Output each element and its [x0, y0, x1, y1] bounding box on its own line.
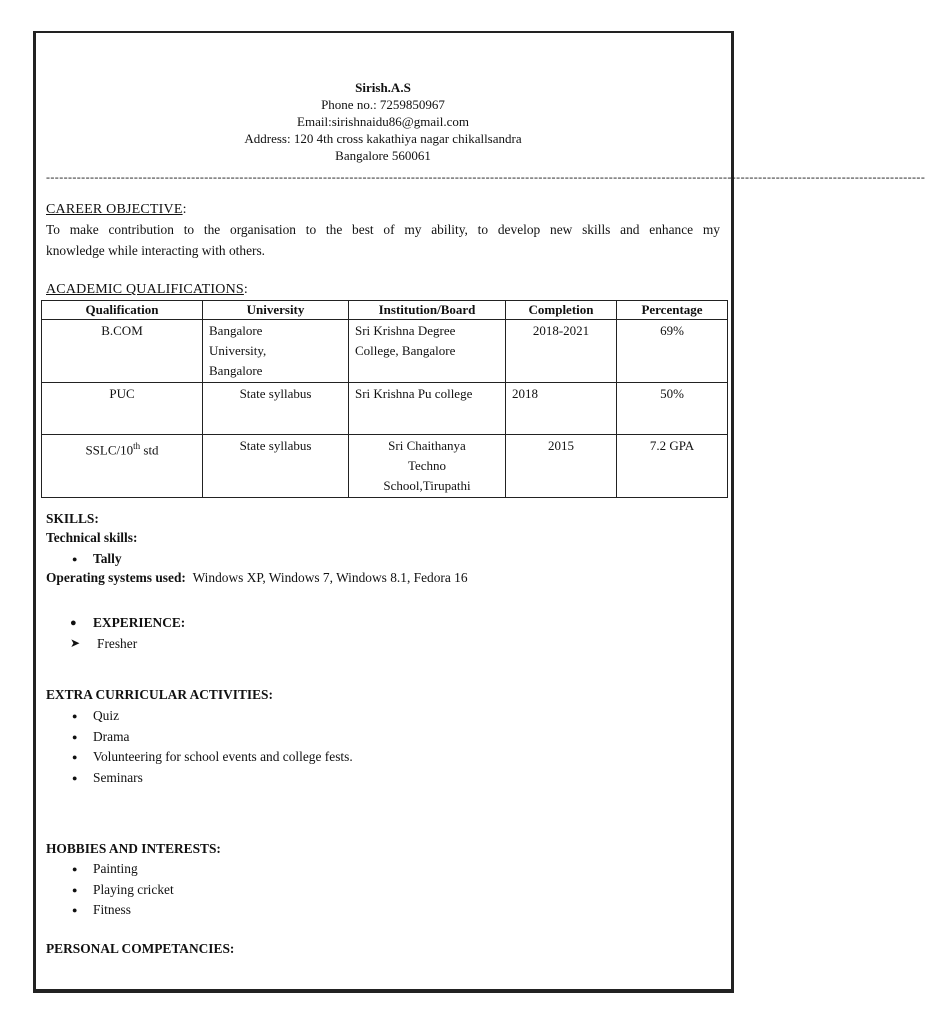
cell-line: Sri Chaithanya [388, 438, 466, 453]
cell-line: Bangalore [209, 363, 263, 378]
cell-institution [349, 320, 506, 383]
academic-heading [46, 282, 248, 298]
phone-line: Phone no.: 7259850967 [321, 97, 445, 112]
career-objective-text [46, 219, 720, 261]
experience-heading: EXPERIENCE: [93, 615, 186, 630]
table-row [42, 320, 728, 383]
cell-line: University, [209, 343, 267, 358]
cell-percentage: 69% [617, 320, 728, 383]
cell-completion: 2015 [506, 435, 617, 498]
address-line-1: Address: 120 4th cross kakathiya nagar chikallsandra [244, 131, 522, 146]
list-item: Painting [93, 861, 138, 876]
column-header: Institution/Board [349, 301, 506, 320]
cell-line: Techno [407, 458, 447, 473]
list-item: Volunteering for school events and college fests. [93, 749, 353, 764]
os-value: Windows XP, Windows 7, Windows 8.1, Fedora 16 [192, 570, 468, 585]
table-row [42, 435, 728, 498]
cell-institution [349, 435, 506, 498]
bullet-icon: ● [70, 617, 77, 629]
hobbies-heading: HOBBIES AND INTERESTS: [46, 841, 221, 856]
column-header: University [203, 301, 349, 320]
bullet-icon: ● [72, 885, 78, 895]
qualification-tail: std [140, 442, 159, 458]
competencies-heading: PERSONAL COMPETANCIES: [46, 941, 235, 956]
list-item: Seminars [93, 770, 143, 785]
cell-line: Bangalore [209, 323, 263, 338]
list-item: Quiz [93, 708, 120, 723]
academic-colon: : [243, 282, 248, 297]
bullet-icon: ● [72, 554, 78, 564]
column-header: Percentage [617, 301, 728, 320]
list-item: Fitness [93, 902, 131, 917]
academic-title: ACADEMIC QUALIFICATIONS [46, 282, 244, 297]
email-line: Email:sirishnaidu86@gmail.com [297, 114, 469, 129]
career-objective-colon: : [182, 202, 187, 217]
qualification-main: SSLC/10 [85, 442, 134, 458]
bullet-icon: ● [72, 711, 78, 721]
technical-skills-label: Technical skills: [46, 530, 138, 545]
cell-completion: 2018 [506, 383, 617, 435]
cell-percentage: 50% [617, 383, 728, 435]
career-objective-line-2: knowledge while interacting with others. [46, 243, 266, 258]
cell-university: State syllabus [203, 435, 349, 498]
qualification-sup: th [133, 441, 141, 451]
os-line [46, 570, 468, 586]
table-header-row [42, 301, 728, 320]
cell-line: Sri Krishna Degree [355, 323, 456, 338]
extra-curricular-heading: EXTRA CURRICULAR ACTIVITIES: [46, 687, 273, 702]
cell-qualification: B.COM [42, 320, 203, 383]
cell-percentage: 7.2 GPA [617, 435, 728, 498]
cell-institution: Sri Krishna Pu college [349, 383, 506, 435]
list-item: Drama [93, 729, 130, 744]
experience-item: Fresher [97, 636, 138, 651]
cell-line: School,Tirupathi [383, 478, 471, 493]
candidate-name: Sirish.A.S [355, 80, 411, 95]
career-objective-heading [46, 202, 186, 218]
career-objective-line-1: To make contribution to the organisation to the best of my ability, to develop new skills and enhance my [46, 222, 720, 237]
bullet-icon: ● [72, 864, 78, 874]
skills-heading: SKILLS: [46, 511, 99, 526]
address-line-2: Bangalore 560061 [335, 148, 431, 163]
cell-completion: 2018-2021 [506, 320, 617, 383]
cell-qualification: PUC [42, 383, 203, 435]
academic-table [41, 300, 728, 498]
cell-qualification [42, 435, 203, 498]
bullet-icon: ● [72, 732, 78, 742]
list-item: Playing cricket [93, 882, 174, 897]
divider-dashes: -------------------------------------------------------------------------------------------------------------------------------------------------------------------------------------------------------- [46, 170, 925, 184]
cell-university [203, 320, 349, 383]
cell-university: State syllabus [203, 383, 349, 435]
column-header: Qualification [42, 301, 203, 320]
career-objective-title: CAREER OBJECTIVE [46, 202, 183, 217]
os-label: Operating systems used: [46, 570, 186, 585]
bullet-icon: ● [72, 773, 78, 783]
cell-line: College, Bangalore [355, 343, 456, 358]
table-row [42, 383, 728, 435]
column-header: Completion [506, 301, 617, 320]
bullet-icon: ● [72, 905, 78, 915]
bullet-icon: ● [72, 752, 78, 762]
arrow-bullet-icon: ➤ [70, 636, 81, 650]
technical-skill-item: Tally [93, 551, 122, 566]
